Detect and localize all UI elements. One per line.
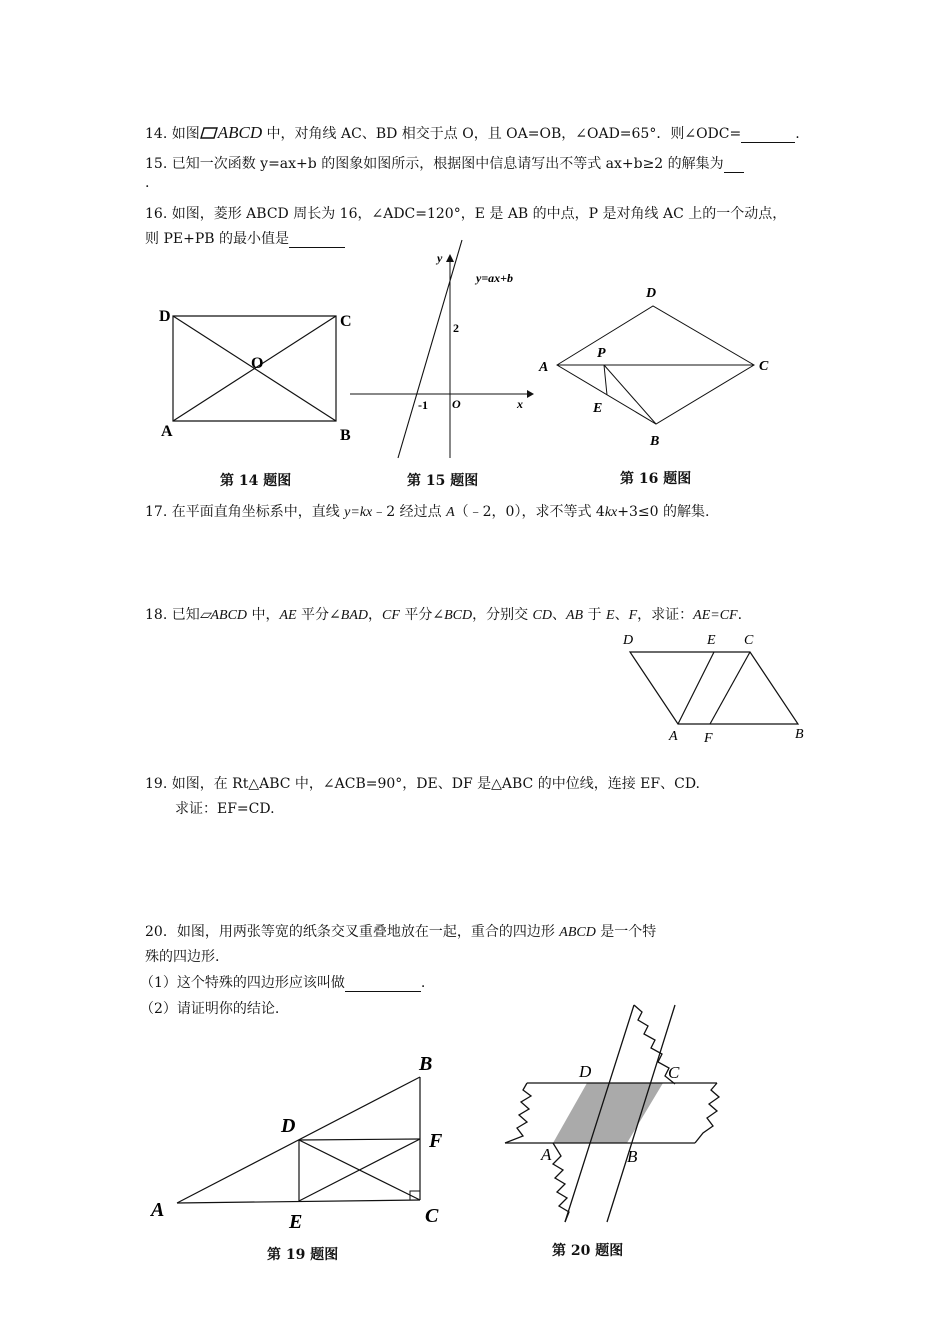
- fig20-label-c: C: [668, 1063, 680, 1082]
- q16-line2: 则 PE+PB 的最小值是: [145, 231, 289, 247]
- fig15-origin-label: O: [452, 397, 461, 411]
- figure-14: [150, 300, 370, 450]
- q17-part1: 17. 在平面直角坐标系中，直线: [145, 504, 345, 520]
- q20-line2: 殊的四边形.: [145, 949, 220, 965]
- fig18-label-f: F: [704, 731, 713, 746]
- fig19-label-c: C: [425, 1205, 439, 1227]
- q18-part9: 、: [614, 607, 629, 623]
- fig18-label-a: A: [669, 729, 678, 744]
- fig16-caption: 第 16 题图: [620, 471, 692, 487]
- q15-text: 15. 已知一次函数 y=ax+b 的图象如图所示，根据图中信息请写出不等式 ax+b≥2 的解集为: [145, 156, 724, 172]
- fig18-label-c: C: [744, 633, 754, 648]
- q20-sub1: （1）这个特殊的四边形应该叫做: [140, 975, 345, 991]
- q18-cd: CD: [532, 608, 552, 623]
- fig16-label-d: D: [646, 286, 657, 301]
- q18-cf: CF: [382, 608, 400, 623]
- q18-part7: 、: [552, 607, 566, 623]
- fig16-label-e: E: [593, 401, 603, 416]
- fig16-label-c: C: [759, 359, 769, 374]
- fig14-label-c: C: [340, 313, 352, 330]
- fig20-label-d: D: [579, 1062, 592, 1081]
- fig20-caption: 第 20 题图: [552, 1243, 624, 1259]
- q17-part2: ﹣2 经过点: [372, 504, 447, 520]
- q14-rest: 中，对角线 AC、BD 相交于点 O，且 OA=OB，∠OAD=65°．则∠ODC=: [262, 126, 742, 142]
- q18-part2: 中，: [247, 607, 280, 623]
- fig16-label-a: A: [539, 360, 549, 375]
- parallelogram-symbol: [200, 127, 218, 139]
- question-15: [145, 153, 744, 173]
- fig14-label-d: D: [159, 308, 171, 325]
- q14-end: .: [795, 126, 800, 142]
- q18-part8: 于: [583, 607, 607, 623]
- fig15-func-label: y=ax+b: [476, 271, 514, 285]
- fig18-label-d: D: [623, 633, 634, 648]
- fig19-label-e: E: [289, 1211, 303, 1233]
- figure-16: [535, 280, 775, 460]
- fig19-label-f: F: [429, 1130, 443, 1152]
- q19-line2: 求证：EF=CD.: [175, 801, 275, 817]
- question-14: [145, 123, 800, 143]
- q15-line2: .: [145, 175, 150, 191]
- fig20-label-a: A: [541, 1145, 552, 1164]
- q18-f: F: [628, 608, 638, 623]
- fig20-label-b: B: [627, 1147, 638, 1166]
- figure-19: [145, 1050, 445, 1250]
- figure-15: [345, 240, 545, 470]
- q16-answer-blank: [289, 231, 345, 248]
- fig16-label-b: B: [650, 434, 660, 449]
- q18-equation: AE=CF: [693, 608, 738, 623]
- fig14-label-b: B: [340, 427, 351, 444]
- q18-part5: 平分∠: [399, 607, 445, 623]
- figure-20: [505, 1000, 735, 1230]
- q18-part6: ，分别交: [472, 607, 533, 623]
- question-20-line1: [145, 921, 656, 941]
- q17-equation: y=kx: [344, 505, 373, 520]
- q17-part4: +3≤0 的解集.: [617, 504, 710, 520]
- q20-line1b: 是一个特: [595, 924, 657, 940]
- q20-shape: ABCD: [559, 925, 596, 940]
- question-18: [145, 604, 742, 624]
- q17-point: A: [446, 505, 455, 520]
- fig16-label-p: P: [597, 346, 606, 361]
- q16-line2-row: [145, 228, 345, 248]
- question-17: [145, 501, 709, 521]
- fig15-tick-2: 2: [453, 321, 459, 335]
- q14-prefix: 14. 如图: [145, 126, 200, 142]
- q14-answer-blank: [741, 126, 795, 143]
- q20-line1a: 20．如图，用两张等宽的纸条交叉重叠地放在一起，重合的四边形: [145, 924, 560, 940]
- fig19-caption: 第 19 题图: [267, 1247, 339, 1263]
- q18-part10: ，求证：: [637, 607, 694, 623]
- q18-e: E: [606, 608, 615, 623]
- fig19-label-d: D: [281, 1115, 296, 1137]
- q18-part3: 平分∠: [296, 607, 341, 623]
- q18-part4: ，: [368, 607, 383, 623]
- q18-bad: BAD: [340, 608, 369, 623]
- fig14-label-a: A: [161, 423, 173, 440]
- q20-sub1-row: [140, 972, 425, 992]
- fig19-label-b: B: [419, 1053, 433, 1075]
- fig19-label-a: A: [151, 1199, 165, 1221]
- q18-part1: 18. 已知: [145, 607, 200, 623]
- fig14-caption: 第 14 题图: [220, 473, 292, 489]
- q17-part3: （﹣2，0），求不等式 4: [454, 504, 605, 520]
- fig18-label-e: E: [707, 633, 716, 648]
- q16-line1: 16. 如图，菱形 ABCD 周长为 16，∠ADC=120°，E 是 AB 的中点，P 是对角线 AC 上的一个动点，: [145, 206, 787, 222]
- fig14-label-o: O: [251, 355, 264, 372]
- q17-kx: kx: [604, 505, 618, 520]
- fig18-label-b: B: [795, 727, 804, 742]
- q20-sub1-end: .: [420, 975, 426, 991]
- q18-ab: AB: [566, 608, 584, 623]
- figure-18: [618, 630, 818, 750]
- q18-bcd: BCD: [444, 608, 473, 623]
- q20-answer-blank: [345, 975, 421, 992]
- fig15-caption: 第 15 题图: [407, 473, 479, 489]
- q18-shape: ▱ABCD: [199, 608, 248, 623]
- q20-sub2: （2）请证明你的结论.: [140, 1001, 280, 1017]
- q18-ae: AE: [279, 608, 297, 623]
- q19-line1: 19. 如图，在 Rt△ABC 中，∠ACB=90°，DE、DF 是△ABC 的中位线，连接 EF、CD.: [145, 776, 700, 792]
- fig15-x-label: x: [517, 397, 523, 411]
- q15-answer-blank: [724, 156, 744, 173]
- fig15-tick-neg1: -1: [418, 398, 428, 412]
- q14-shape: ABCD: [217, 123, 263, 142]
- fig15-y-label: y: [437, 251, 443, 265]
- q18-part11: .: [737, 607, 743, 623]
